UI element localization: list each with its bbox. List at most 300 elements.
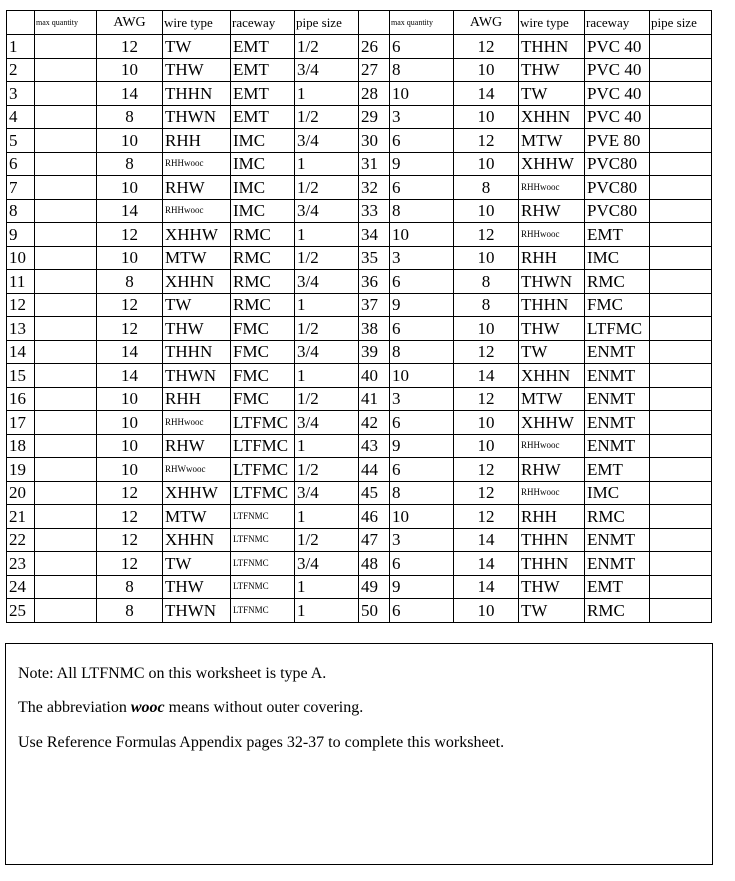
table-row bbox=[7, 129, 712, 153]
wire-type-cell: TW bbox=[163, 35, 231, 59]
raceway-cell: FMC bbox=[231, 340, 295, 364]
row-number: 47 bbox=[359, 528, 390, 552]
max-quantity-cell[interactable]: 6 bbox=[390, 411, 454, 435]
raceway-cell: IMC bbox=[231, 176, 295, 200]
wire-type-cell: THWN bbox=[163, 364, 231, 388]
note-wooc-suffix: means without outer covering. bbox=[164, 699, 364, 716]
max-quantity-cell[interactable] bbox=[35, 599, 97, 623]
max-quantity-cell[interactable] bbox=[35, 223, 97, 247]
awg-cell: 12 bbox=[454, 458, 519, 482]
pipe-size-cell[interactable]: 1 bbox=[295, 575, 359, 599]
awg-cell: 8 bbox=[97, 575, 163, 599]
pipe-size-cell[interactable]: 1/2 bbox=[295, 387, 359, 411]
wire-type-cell: RHH bbox=[519, 246, 585, 270]
pipe-size-cell[interactable]: 1/2 bbox=[295, 458, 359, 482]
max-quantity-cell[interactable]: 8 bbox=[390, 199, 454, 223]
raceway-cell: FMC bbox=[231, 317, 295, 341]
max-quantity-cell[interactable] bbox=[35, 505, 97, 529]
raceway-cell: PVC80 bbox=[585, 152, 650, 176]
row-number: 35 bbox=[359, 246, 390, 270]
awg-cell: 14 bbox=[97, 199, 163, 223]
wire-type-cell: XHHN bbox=[519, 364, 585, 388]
row-number: 2 bbox=[7, 58, 35, 82]
row-number: 44 bbox=[359, 458, 390, 482]
wire-type-cell: XHHW bbox=[519, 152, 585, 176]
row-number: 5 bbox=[7, 129, 35, 153]
pipe-size-cell[interactable] bbox=[650, 199, 712, 223]
pipe-size-cell[interactable] bbox=[650, 434, 712, 458]
awg-cell: 12 bbox=[97, 481, 163, 505]
row-number: 25 bbox=[7, 599, 35, 623]
awg-cell: 10 bbox=[97, 58, 163, 82]
row-number: 28 bbox=[359, 82, 390, 106]
pipe-size-cell[interactable] bbox=[650, 35, 712, 59]
awg-cell: 12 bbox=[454, 223, 519, 247]
wire-type-cell: THWN bbox=[163, 105, 231, 129]
pipe-size-cell[interactable]: 1 bbox=[295, 505, 359, 529]
wire-type-cell: RHW bbox=[163, 434, 231, 458]
max-quantity-cell[interactable] bbox=[35, 58, 97, 82]
row-number: 17 bbox=[7, 411, 35, 435]
wire-type-cell: THHN bbox=[163, 82, 231, 106]
awg-cell: 10 bbox=[97, 458, 163, 482]
row-number: 15 bbox=[7, 364, 35, 388]
pipe-size-cell[interactable]: 1 bbox=[295, 82, 359, 106]
pipe-size-cell[interactable] bbox=[650, 317, 712, 341]
awg-cell: 10 bbox=[97, 387, 163, 411]
raceway-cell: RMC bbox=[585, 599, 650, 623]
max-quantity-cell[interactable]: 6 bbox=[390, 176, 454, 200]
wire-type-cell: THW bbox=[519, 317, 585, 341]
wire-type-cell: RHHwooc bbox=[163, 411, 231, 435]
row-number: 42 bbox=[359, 411, 390, 435]
pipe-size-cell[interactable]: 1 bbox=[295, 364, 359, 388]
pipe-size-cell[interactable]: 3/4 bbox=[295, 411, 359, 435]
pipe-size-cell[interactable] bbox=[650, 82, 712, 106]
row-number: 29 bbox=[359, 105, 390, 129]
awg-cell: 10 bbox=[454, 434, 519, 458]
max-quantity-cell[interactable]: 9 bbox=[390, 434, 454, 458]
wire-type-cell: THW bbox=[519, 58, 585, 82]
raceway-cell: IMC bbox=[231, 199, 295, 223]
raceway-cell: EMT bbox=[231, 82, 295, 106]
raceway-cell: EMT bbox=[585, 223, 650, 247]
awg-cell: 10 bbox=[454, 246, 519, 270]
wire-type-cell: RHH bbox=[163, 387, 231, 411]
table-row bbox=[7, 58, 712, 82]
raceway-cell: RMC bbox=[231, 223, 295, 247]
wire-type-cell: TW bbox=[163, 293, 231, 317]
raceway-cell: PVC80 bbox=[585, 199, 650, 223]
header-wire-type: wire type bbox=[163, 11, 231, 35]
awg-cell: 14 bbox=[454, 528, 519, 552]
header-blank bbox=[7, 11, 35, 35]
raceway-cell: EMT bbox=[585, 458, 650, 482]
max-quantity-cell[interactable] bbox=[35, 317, 97, 341]
awg-cell: 12 bbox=[97, 317, 163, 341]
header-raceway: raceway bbox=[585, 11, 650, 35]
awg-cell: 12 bbox=[97, 505, 163, 529]
pipe-size-cell[interactable]: 3/4 bbox=[295, 270, 359, 294]
max-quantity-cell[interactable]: 10 bbox=[390, 505, 454, 529]
wire-type-cell: XHHN bbox=[519, 105, 585, 129]
awg-cell: 10 bbox=[454, 58, 519, 82]
max-quantity-cell[interactable]: 8 bbox=[390, 481, 454, 505]
pipe-size-cell[interactable] bbox=[650, 528, 712, 552]
row-number: 45 bbox=[359, 481, 390, 505]
awg-cell: 8 bbox=[97, 105, 163, 129]
max-quantity-cell[interactable]: 10 bbox=[390, 364, 454, 388]
pipe-size-cell[interactable]: 1 bbox=[295, 434, 359, 458]
pipe-size-cell[interactable] bbox=[650, 152, 712, 176]
max-quantity-cell[interactable] bbox=[35, 105, 97, 129]
row-number: 14 bbox=[7, 340, 35, 364]
row-number: 30 bbox=[359, 129, 390, 153]
awg-cell: 14 bbox=[454, 82, 519, 106]
max-quantity-cell[interactable]: 3 bbox=[390, 105, 454, 129]
awg-cell: 14 bbox=[454, 552, 519, 576]
row-number: 21 bbox=[7, 505, 35, 529]
max-quantity-cell[interactable] bbox=[35, 552, 97, 576]
table-row bbox=[7, 270, 712, 294]
pipe-size-cell[interactable] bbox=[650, 223, 712, 247]
pipe-size-cell[interactable] bbox=[650, 599, 712, 623]
pipe-size-cell[interactable] bbox=[650, 481, 712, 505]
awg-cell: 10 bbox=[97, 246, 163, 270]
max-quantity-cell[interactable]: 6 bbox=[390, 270, 454, 294]
awg-cell: 12 bbox=[454, 481, 519, 505]
pipe-size-cell[interactable]: 1/2 bbox=[295, 105, 359, 129]
awg-cell: 12 bbox=[454, 35, 519, 59]
table-row bbox=[7, 293, 712, 317]
wire-type-cell: TW bbox=[519, 340, 585, 364]
table-row bbox=[7, 599, 712, 623]
awg-cell: 12 bbox=[97, 528, 163, 552]
table-row bbox=[7, 152, 712, 176]
awg-cell: 14 bbox=[454, 364, 519, 388]
table-row bbox=[7, 575, 712, 599]
raceway-cell: FMC bbox=[231, 387, 295, 411]
pipe-size-cell[interactable] bbox=[650, 575, 712, 599]
pipe-size-cell[interactable]: 3/4 bbox=[295, 199, 359, 223]
pipe-size-cell[interactable] bbox=[650, 176, 712, 200]
wire-type-cell: THHN bbox=[519, 528, 585, 552]
wire-type-cell: RHHwooc bbox=[163, 199, 231, 223]
header-wire-type: wire type bbox=[519, 11, 585, 35]
awg-cell: 12 bbox=[97, 552, 163, 576]
table-row bbox=[7, 411, 712, 435]
max-quantity-cell[interactable] bbox=[35, 458, 97, 482]
row-number: 33 bbox=[359, 199, 390, 223]
raceway-cell: RMC bbox=[585, 505, 650, 529]
max-quantity-cell[interactable]: 6 bbox=[390, 599, 454, 623]
raceway-cell: LTFNMC bbox=[231, 599, 295, 623]
row-number: 32 bbox=[359, 176, 390, 200]
raceway-cell: PVE 80 bbox=[585, 129, 650, 153]
max-quantity-cell[interactable]: 3 bbox=[390, 246, 454, 270]
row-number: 38 bbox=[359, 317, 390, 341]
pipe-size-cell[interactable]: 1 bbox=[295, 223, 359, 247]
wire-type-cell: TW bbox=[519, 599, 585, 623]
awg-cell: 10 bbox=[454, 411, 519, 435]
pipe-size-cell[interactable] bbox=[650, 411, 712, 435]
raceway-cell: LTFMC bbox=[231, 458, 295, 482]
pipe-size-cell[interactable]: 1 bbox=[295, 293, 359, 317]
raceway-cell: LTFNMC bbox=[231, 528, 295, 552]
raceway-cell: RMC bbox=[231, 270, 295, 294]
wire-type-cell: RHW bbox=[163, 176, 231, 200]
raceway-cell: PVC80 bbox=[585, 176, 650, 200]
table-row bbox=[7, 176, 712, 200]
pipe-size-cell[interactable]: 1/2 bbox=[295, 528, 359, 552]
max-quantity-cell[interactable] bbox=[35, 270, 97, 294]
max-quantity-cell[interactable]: 10 bbox=[390, 223, 454, 247]
max-quantity-cell[interactable]: 10 bbox=[390, 82, 454, 106]
row-number: 13 bbox=[7, 317, 35, 341]
table-row bbox=[7, 105, 712, 129]
header-pipe-size: pipe size bbox=[295, 11, 359, 35]
awg-cell: 10 bbox=[97, 129, 163, 153]
wire-type-cell: RHWwooc bbox=[163, 458, 231, 482]
table-row bbox=[7, 82, 712, 106]
awg-cell: 14 bbox=[454, 575, 519, 599]
wire-type-cell: THWN bbox=[519, 270, 585, 294]
max-quantity-cell[interactable]: 9 bbox=[390, 575, 454, 599]
awg-cell: 8 bbox=[454, 176, 519, 200]
max-quantity-cell[interactable] bbox=[35, 129, 97, 153]
row-number: 27 bbox=[359, 58, 390, 82]
wire-type-cell: RHW bbox=[519, 199, 585, 223]
raceway-cell: LTFMC bbox=[231, 481, 295, 505]
pipe-size-cell[interactable]: 3/4 bbox=[295, 340, 359, 364]
wire-type-cell: THW bbox=[163, 575, 231, 599]
awg-cell: 10 bbox=[97, 176, 163, 200]
raceway-cell: IMC bbox=[231, 129, 295, 153]
max-quantity-cell[interactable] bbox=[35, 293, 97, 317]
raceway-cell: ENMT bbox=[585, 411, 650, 435]
raceway-cell: EMT bbox=[231, 35, 295, 59]
raceway-cell: PVC 40 bbox=[585, 58, 650, 82]
table-row bbox=[7, 35, 712, 59]
raceway-cell: IMC bbox=[585, 246, 650, 270]
row-number: 41 bbox=[359, 387, 390, 411]
awg-cell: 14 bbox=[97, 364, 163, 388]
row-number: 43 bbox=[359, 434, 390, 458]
pipe-size-cell[interactable] bbox=[650, 270, 712, 294]
pipe-size-cell[interactable] bbox=[650, 293, 712, 317]
row-number: 16 bbox=[7, 387, 35, 411]
pipe-size-cell[interactable]: 1/2 bbox=[295, 246, 359, 270]
pipe-size-cell[interactable]: 1 bbox=[295, 152, 359, 176]
wire-type-cell: RHHwooc bbox=[519, 481, 585, 505]
pipe-size-cell[interactable] bbox=[650, 458, 712, 482]
pipe-size-cell[interactable]: 1/2 bbox=[295, 317, 359, 341]
row-number: 34 bbox=[359, 223, 390, 247]
max-quantity-cell[interactable]: 8 bbox=[390, 58, 454, 82]
max-quantity-cell[interactable]: 9 bbox=[390, 293, 454, 317]
raceway-cell: EMT bbox=[231, 105, 295, 129]
pipe-size-cell[interactable]: 3/4 bbox=[295, 552, 359, 576]
wire-type-cell: RHW bbox=[519, 458, 585, 482]
pipe-size-cell[interactable] bbox=[650, 387, 712, 411]
wire-type-cell: RHHwooc bbox=[519, 176, 585, 200]
max-quantity-cell[interactable]: 9 bbox=[390, 152, 454, 176]
table-row bbox=[7, 364, 712, 388]
wire-type-cell: XHHN bbox=[163, 270, 231, 294]
header-awg: AWG bbox=[454, 11, 519, 35]
max-quantity-cell[interactable] bbox=[35, 434, 97, 458]
wire-type-cell: THHN bbox=[519, 552, 585, 576]
raceway-cell: ENMT bbox=[585, 387, 650, 411]
header-max-quantity: max quantity bbox=[35, 11, 97, 35]
table-row bbox=[7, 434, 712, 458]
raceway-cell: ENMT bbox=[585, 364, 650, 388]
max-quantity-cell[interactable]: 6 bbox=[390, 317, 454, 341]
row-number: 9 bbox=[7, 223, 35, 247]
pipe-size-cell[interactable]: 3/4 bbox=[295, 58, 359, 82]
awg-cell: 8 bbox=[97, 270, 163, 294]
pipe-size-cell[interactable]: 1/2 bbox=[295, 35, 359, 59]
awg-cell: 12 bbox=[454, 340, 519, 364]
raceway-cell: LTFNMC bbox=[231, 505, 295, 529]
max-quantity-cell[interactable] bbox=[35, 528, 97, 552]
max-quantity-cell[interactable] bbox=[35, 411, 97, 435]
awg-cell: 10 bbox=[454, 152, 519, 176]
max-quantity-cell[interactable] bbox=[35, 176, 97, 200]
row-number: 1 bbox=[7, 35, 35, 59]
table-row bbox=[7, 458, 712, 482]
awg-cell: 12 bbox=[454, 387, 519, 411]
awg-cell: 10 bbox=[454, 599, 519, 623]
awg-cell: 12 bbox=[454, 129, 519, 153]
max-quantity-cell[interactable] bbox=[35, 199, 97, 223]
row-number: 50 bbox=[359, 599, 390, 623]
awg-cell: 14 bbox=[97, 82, 163, 106]
awg-cell: 8 bbox=[454, 270, 519, 294]
max-quantity-cell[interactable]: 6 bbox=[390, 552, 454, 576]
pipe-size-cell[interactable] bbox=[650, 58, 712, 82]
note-box bbox=[5, 643, 713, 865]
note-line-ltfnmc: Note: All LTFNMC on this worksheet is type A. bbox=[18, 665, 327, 682]
awg-cell: 10 bbox=[97, 434, 163, 458]
pipe-size-cell[interactable]: 3/4 bbox=[295, 481, 359, 505]
row-number: 4 bbox=[7, 105, 35, 129]
awg-cell: 8 bbox=[97, 152, 163, 176]
row-number: 22 bbox=[7, 528, 35, 552]
note-line-wooc bbox=[18, 700, 700, 716]
max-quantity-cell[interactable] bbox=[35, 481, 97, 505]
max-quantity-cell[interactable] bbox=[35, 82, 97, 106]
max-quantity-cell[interactable]: 6 bbox=[390, 35, 454, 59]
pipe-size-cell[interactable] bbox=[650, 246, 712, 270]
pipe-size-cell[interactable]: 1/2 bbox=[295, 176, 359, 200]
wire-type-cell: XHHW bbox=[163, 223, 231, 247]
row-number: 12 bbox=[7, 293, 35, 317]
header-blank bbox=[359, 11, 390, 35]
max-quantity-cell[interactable]: 6 bbox=[390, 458, 454, 482]
raceway-cell: EMT bbox=[231, 58, 295, 82]
max-quantity-cell[interactable]: 3 bbox=[390, 528, 454, 552]
raceway-cell: ENMT bbox=[585, 552, 650, 576]
max-quantity-cell[interactable] bbox=[35, 575, 97, 599]
raceway-cell: RMC bbox=[231, 246, 295, 270]
pipe-size-cell[interactable] bbox=[650, 552, 712, 576]
table-row bbox=[7, 387, 712, 411]
max-quantity-cell[interactable] bbox=[35, 340, 97, 364]
wire-type-cell: TW bbox=[163, 552, 231, 576]
header-awg: AWG bbox=[97, 11, 163, 35]
table-row bbox=[7, 223, 712, 247]
max-quantity-cell[interactable] bbox=[35, 387, 97, 411]
wire-type-cell: XHHW bbox=[519, 411, 585, 435]
pipe-size-cell[interactable] bbox=[650, 129, 712, 153]
pipe-size-cell[interactable] bbox=[650, 340, 712, 364]
awg-cell: 10 bbox=[454, 317, 519, 341]
row-number: 19 bbox=[7, 458, 35, 482]
wire-worksheet-table bbox=[6, 10, 712, 623]
table-row bbox=[7, 552, 712, 576]
awg-cell: 8 bbox=[97, 599, 163, 623]
raceway-cell: PVC 40 bbox=[585, 105, 650, 129]
raceway-cell: LTFMC bbox=[585, 317, 650, 341]
row-number: 8 bbox=[7, 199, 35, 223]
awg-cell: 12 bbox=[454, 505, 519, 529]
raceway-cell: IMC bbox=[585, 481, 650, 505]
raceway-cell: ENMT bbox=[585, 528, 650, 552]
max-quantity-cell[interactable]: 3 bbox=[390, 387, 454, 411]
header-max-quantity: max quantity bbox=[390, 11, 454, 35]
row-number: 24 bbox=[7, 575, 35, 599]
wire-type-cell: MTW bbox=[163, 505, 231, 529]
wire-type-cell: RHHwooc bbox=[519, 223, 585, 247]
awg-cell: 10 bbox=[97, 411, 163, 435]
row-number: 36 bbox=[359, 270, 390, 294]
max-quantity-cell[interactable] bbox=[35, 152, 97, 176]
max-quantity-cell[interactable]: 6 bbox=[390, 129, 454, 153]
max-quantity-cell[interactable] bbox=[35, 35, 97, 59]
pipe-size-cell[interactable] bbox=[650, 505, 712, 529]
raceway-cell: FMC bbox=[231, 364, 295, 388]
row-number: 3 bbox=[7, 82, 35, 106]
pipe-size-cell[interactable]: 3/4 bbox=[295, 129, 359, 153]
table-row bbox=[7, 199, 712, 223]
raceway-cell: RMC bbox=[585, 270, 650, 294]
header-pipe-size: pipe size bbox=[650, 11, 712, 35]
wire-type-cell: RHH bbox=[519, 505, 585, 529]
wire-type-cell: TW bbox=[519, 82, 585, 106]
pipe-size-cell[interactable]: 1 bbox=[295, 599, 359, 623]
max-quantity-cell[interactable] bbox=[35, 364, 97, 388]
row-number: 46 bbox=[359, 505, 390, 529]
wire-type-cell: MTW bbox=[519, 387, 585, 411]
pipe-size-cell[interactable] bbox=[650, 105, 712, 129]
raceway-cell: IMC bbox=[231, 152, 295, 176]
raceway-cell: LTFMC bbox=[231, 411, 295, 435]
pipe-size-cell[interactable] bbox=[650, 364, 712, 388]
row-number: 7 bbox=[7, 176, 35, 200]
max-quantity-cell[interactable]: 8 bbox=[390, 340, 454, 364]
table-row bbox=[7, 505, 712, 529]
awg-cell: 12 bbox=[97, 223, 163, 247]
row-number: 11 bbox=[7, 270, 35, 294]
row-number: 6 bbox=[7, 152, 35, 176]
wire-type-cell: MTW bbox=[519, 129, 585, 153]
max-quantity-cell[interactable] bbox=[35, 246, 97, 270]
raceway-cell: LTFNMC bbox=[231, 552, 295, 576]
raceway-cell: ENMT bbox=[585, 340, 650, 364]
note-wooc-prefix: The abbreviation bbox=[18, 699, 131, 716]
wire-type-cell: XHHW bbox=[163, 481, 231, 505]
